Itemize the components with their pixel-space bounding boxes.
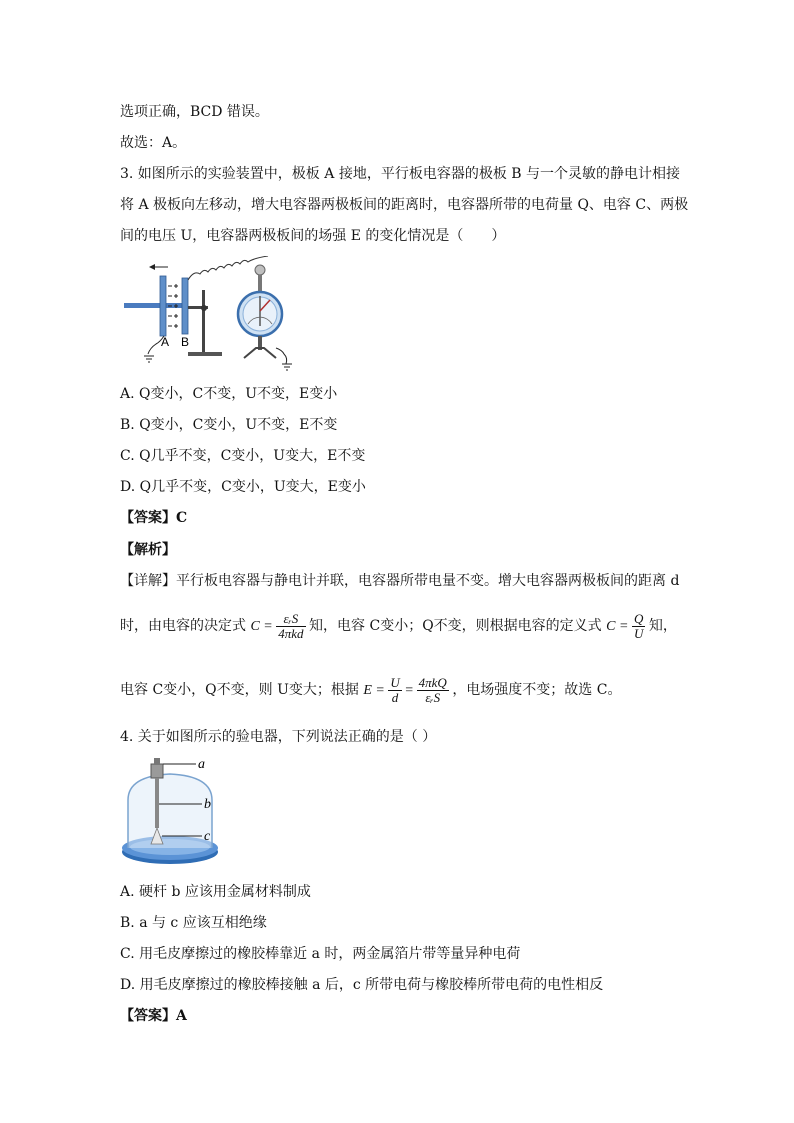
q3-answer: 【答案】C: [120, 510, 188, 526]
q3-stem-line2: 将 A 极板向左移动，增大电容器两极板间的距离时，电容器所带的电荷量 Q、电容 C、两极: [120, 197, 689, 213]
formula3-lhs: E =: [363, 683, 385, 698]
q4-option-d: D. 用毛皮摩擦过的橡胶棒接触 a 后，c 所带电荷与橡胶棒所带电荷的电性相反: [120, 977, 604, 993]
detail-line2-text-b: 知，电容 C变小；Q不变，则根据电容的定义式: [309, 618, 602, 634]
capacitor-electrometer-figure: [122, 256, 308, 372]
q2-tail-line1: 选项正确，BCD 错误。: [120, 104, 269, 120]
formula1-num: εᵣS: [276, 612, 305, 627]
formula3-num1: U: [390, 675, 400, 691]
formula3-den2: εᵣS: [425, 690, 441, 706]
formula-capacitance-determinative: [250, 611, 309, 642]
formula2-num: Q: [633, 611, 644, 627]
q4-option-a: A. 硬杆 b 应该用金属材料制成: [120, 884, 311, 900]
formula3-num2: 4πkQ: [418, 675, 447, 691]
q3-option-c: C. Q几乎不变，C变小，U变大，E不变: [120, 448, 366, 464]
detail-line2-text-a: 时，由电容的决定式: [120, 618, 246, 634]
formula3-eq: =: [405, 683, 414, 698]
formula-capacitance-definition: [606, 611, 649, 642]
q3-detail-line1: 【详解】平行板电容器与静电计并联，电容器所带电量不变。增大电容器两极板间的距离 d: [120, 573, 680, 589]
q3-detail-line2: [120, 606, 677, 647]
formula1-lhs: C =: [250, 619, 273, 634]
formula1-den: 4πkd: [278, 626, 304, 642]
q3-option-a: A. Q变小，C不变，U不变，E变小: [120, 386, 338, 402]
detail-line3-text-b: ，电场强度不变；故选 C。: [452, 682, 622, 698]
q4-stem: 4. 关于如图所示的验电器，下列说法正确的是（ ）: [120, 729, 437, 745]
q3-stem-line3: 间的电压 U，电容器两极板间的场强 E 的变化情况是（ ）: [120, 228, 506, 244]
label-a: a: [198, 757, 205, 772]
electroscope-figure: [118, 752, 228, 870]
q4-option-b: B. a 与 c 应该互相绝缘: [120, 915, 267, 931]
formula2-lhs: C =: [606, 619, 629, 634]
detail-line2-text-c: 知，: [648, 618, 677, 634]
q3-stem-line1: 3. 如图所示的实验装置中，极板 A 接地，平行板电容器的极板 B 与一个灵敏的静电计相接: [120, 166, 681, 182]
label-c: c: [204, 829, 211, 844]
q3-option-b: B. Q变小，C变小，U不变，E不变: [120, 417, 338, 433]
q4-option-c: C. 用毛皮摩擦过的橡胶棒靠近 a 时，两金属箔片带等量异种电荷: [120, 946, 521, 962]
q3-detail-line3: [120, 670, 621, 711]
plate-b-label: B: [181, 335, 190, 349]
formula2-den: U: [633, 626, 644, 642]
plate-a-label: A: [161, 335, 170, 349]
formula3-den1: d: [391, 690, 399, 706]
q3-analysis-title: 【解析】: [120, 542, 176, 558]
q3-option-d: D. Q几乎不变，C变小，U变大，E变小: [120, 479, 366, 495]
detail-line3-text-a: 电容 C变小，Q不变，则 U变大；根据: [120, 682, 359, 698]
formula-field-strength: [363, 675, 452, 706]
label-b: b: [204, 797, 211, 812]
q4-answer: 【答案】A: [120, 1008, 187, 1024]
q2-tail-line2: 故选：A。: [120, 135, 187, 151]
